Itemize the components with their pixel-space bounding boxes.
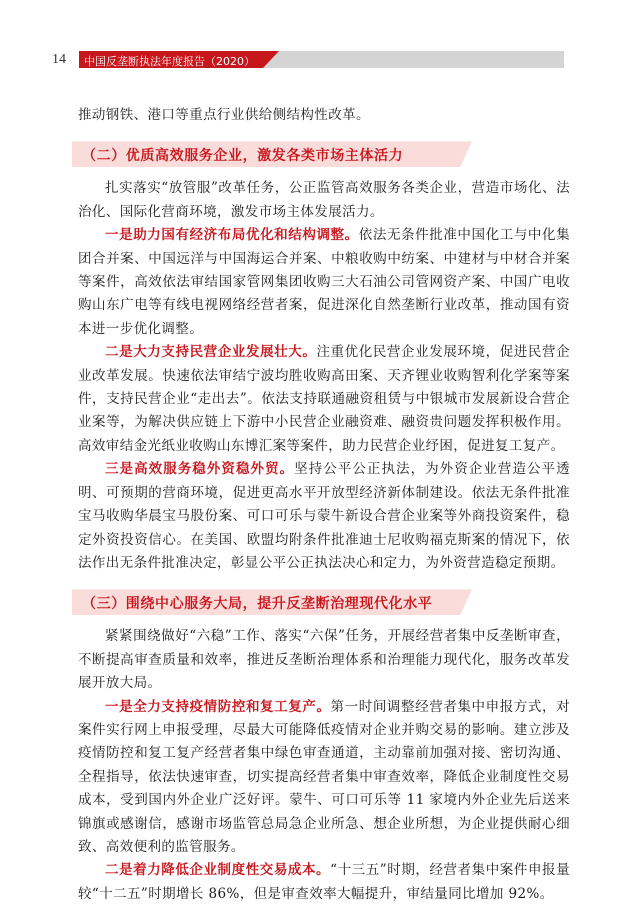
item-highlight: 二是着力降低企业制度性交易成本。 <box>105 862 331 879</box>
section3-item-2 <box>78 859 570 906</box>
section3-intro: 紧紧围绕做好“六稳”工作、落实“六保”任务，开展经营者集中反垄断审查，不断提高审查质量和效率，推进反垄断治理体系和治理能力现代化，服务改革发展开放大局。 <box>78 628 570 692</box>
section3-item-1 <box>78 696 570 860</box>
page-header <box>0 50 642 70</box>
running-title: 中国反垄断执法年度报告（2020） <box>84 55 255 68</box>
page-body <box>78 104 570 906</box>
section2-item-2 <box>78 341 570 458</box>
page-number: 14 <box>52 52 66 67</box>
item-highlight: 一是全力支持疫情防控和复工复产。 <box>105 698 331 715</box>
section2-item-3 <box>78 458 570 575</box>
section-heading-text: （三）围绕中心服务大局，提升反垄断治理现代化水平 <box>82 596 433 613</box>
item-text: 注重优化民营企业发展环境，促进民营企业改革发展。快速依法审结宁波均胜收购高田案、天齐锂业收购智利化学案等案件，支持民营企业“走出去”。依法支持联通融资租赁与中银城市发展新设合营企业案等，为解决供应链上下游中小民营企业融资难、融资贵问题发挥积极作用。高效审结金光纸业收购山东博汇案等案件，助力民营企业纾困，促进复工复产。 <box>78 344 570 454</box>
section2-item-1 <box>78 224 570 341</box>
section-heading-2 <box>72 141 472 167</box>
item-highlight: 二是大力支持民营企业发展壮大。 <box>105 344 317 361</box>
section-heading-3 <box>72 589 472 615</box>
section2-intro: 扎实落实“放管服”改革任务，公正监管高效服务各类企业，营造市场化、法治化、国际化营商环境，激发市场主体发展活力。 <box>78 180 570 220</box>
item-highlight: 一是助力国有经济布局优化和结构调整。 <box>105 227 359 244</box>
item-text: 第一时间调整经营者集中申报方式，对案件实行网上申报受理，尽最大可能降低疫情对企业并购交易的影响。建立涉及疫情防控和复工复产经营者集中绿色审查通道，主动靠前加强对接、密切沟通、全程指导，依法快速审查，切实提高经营者集中审查效率，降低企业制度性交易成本，受到国内外企业广泛好评。蒙牛、可口可乐等 11 家境内外企业先后送来锦旗或感谢信，感谢市场监管总局急企业所急、想企业所想，为企业提供耐心细致、高效便利的监管服务。 <box>78 698 570 855</box>
item-highlight: 三是高效服务稳外资稳外贸。 <box>105 461 295 478</box>
item-text: 依法无条件批准中国化工与中化集团合并案、中国远洋与中国海运合并案、中粮收购中纺案、中建材与中材合并案等案件，高效依法审结国家管网集团收购三大石油公司管网资产案、中国广电收购山东广电等有线电视网络经营者案，促进深化自然垄断行业改革，推动国有资本进一步优化调整。 <box>78 227 571 337</box>
item-text: 坚持公平公正执法，为外资企业营造公平透明、可预期的营商环境，促进更高水平开放型经济新体制建设。依法无条件批准宝马收购华晨宝马股份案、可口可乐与蒙牛新设合营企业案等外商投资案件，稳定外资投资信心。在美国、欧盟均附条件批准迪士尼收购福克斯案的情况下，依法作出无条件批准决定，彰显公平公正执法决心和定力，为外资营造稳定预期。 <box>78 461 570 571</box>
item-text: “十三五”时期，经营者集中案件申报量较“十二五”时期增长 86%，但是审查效率大幅提升，审结量同比增加 92%。 <box>78 862 570 902</box>
section-heading-text: （二）优质高效服务企业，激发各类市场主体活力 <box>82 148 404 165</box>
intro-line: 推动钢铁、港口等重点行业供给侧结构性改革。 <box>78 107 370 123</box>
